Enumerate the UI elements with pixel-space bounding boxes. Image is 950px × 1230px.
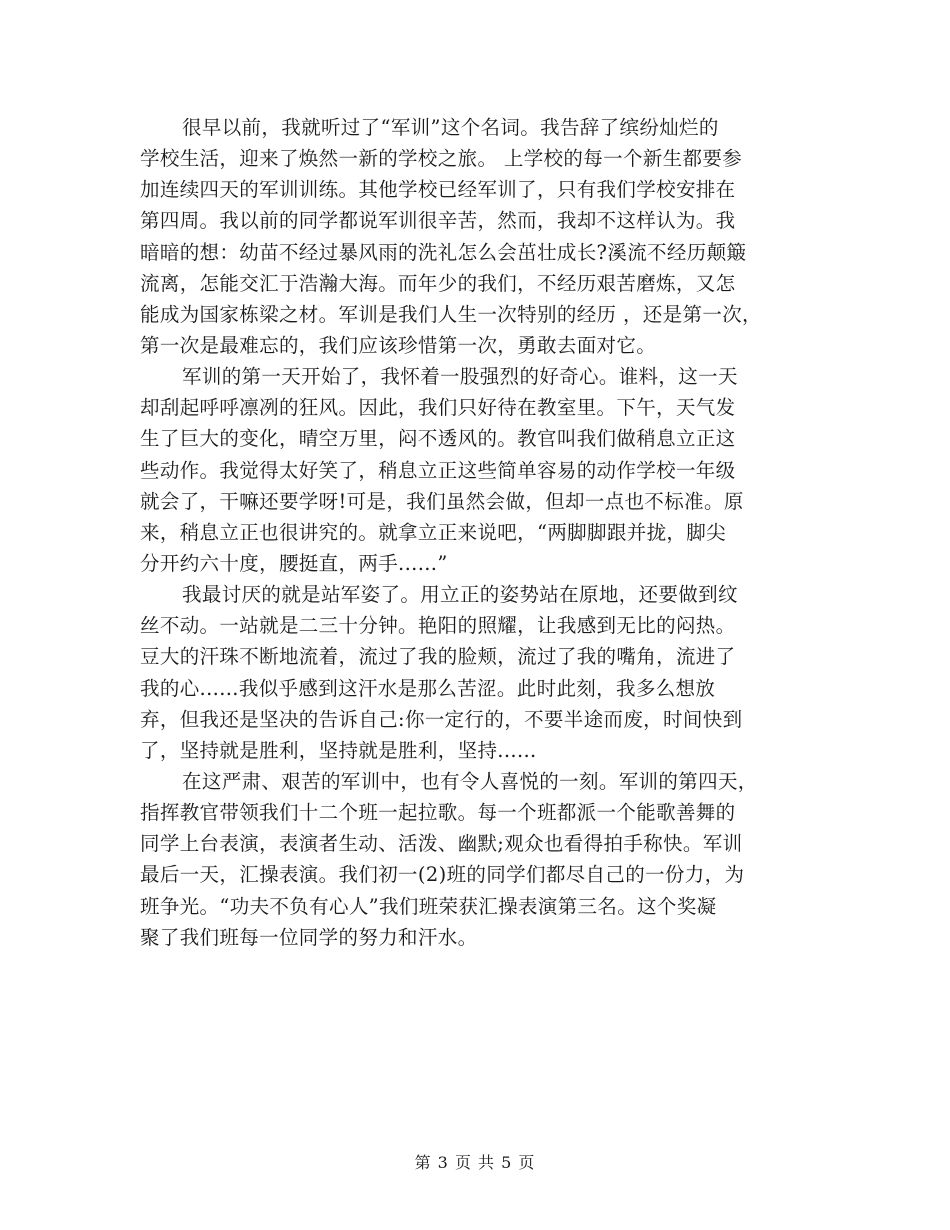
paragraph-line: 能成为国家栋梁之材。军训是我们人生一次特别的经历 ，还是第一次， <box>140 302 762 326</box>
paragraph-line: 第四周。我以前的同学都说军训很辛苦，然而，我却不这样认为。我 <box>140 209 736 233</box>
paragraph-line: 军训的第一天开始了，我怀着一股强烈的好奇心。谁料，这一天 <box>182 365 738 389</box>
paragraph-line: 流离，怎能交汇于浩瀚大海。而年少的我们，不经历艰苦磨炼，又怎 <box>140 271 736 295</box>
paragraph-line: 暗暗的想：幼苗不经过暴风雨的洗礼怎么会茁壮成长?溪流不经历颠簸 <box>140 240 747 264</box>
page-number-footer: 第 3 页 共 5 页 <box>414 1153 536 1172</box>
paragraph-line: 指挥教官带领我们十二个班一起拉歌。每一个班都派一个能歌善舞的 <box>140 801 736 825</box>
paragraph-line: 生了巨大的变化，晴空万里，闷不透风的。教官叫我们做稍息立正这 <box>140 427 736 451</box>
paragraph-line: 分开约六十度，腰挺直，两手......” <box>140 551 448 575</box>
paragraph-line: 班争光。“功夫不负有心人”我们班荣获汇操表演第三名。这个奖凝 <box>140 894 717 918</box>
paragraph-line: 就会了，干嘛还要学呀!可是，我们虽然会做，但却一点也不标准。原 <box>140 489 744 513</box>
paragraph-line: 豆大的汗珠不断地流着，流过了我的脸颊，流过了我的嘴角，流进了 <box>140 645 736 669</box>
paragraph-line: 最后一天，汇操表演。我们初一(2)班的同学们都尽自己的一份力，为 <box>140 863 745 887</box>
paragraph-line: 在这严肃、艰苦的军训中，也有令人喜悦的一刻。军训的第四天， <box>182 769 758 793</box>
paragraph-4 <box>140 766 810 953</box>
paragraph-line: 加连续四天的军训训练。其他学校已经军训了，只有我们学校安排在 <box>140 178 736 202</box>
paragraph-2 <box>140 361 810 579</box>
paragraph-line: 我的心......我似乎感到这汗水是那么苦涩。此时此刻，我多么想放 <box>140 676 716 700</box>
paragraph-line: 学校生活，迎来了焕然一新的学校之旅。 上学校的每一个新生都要参 <box>140 147 743 171</box>
paragraph-3 <box>140 579 810 766</box>
body-text <box>140 112 810 953</box>
paragraph-1 <box>140 112 810 361</box>
paragraph-line: 第一次是最难忘的，我们应该珍惜第一次，勇敢去面对它。 <box>140 333 657 357</box>
paragraph-line: 来，稍息立正也很讲究的。就拿立正来说吧，“两脚脚跟并拢，脚尖 <box>140 520 726 544</box>
paragraph-line: 很早以前，我就听过了“军训”这个名词。我告辞了缤纷灿烂的 <box>182 116 719 139</box>
paragraph-line: 聚了我们班每一位同学的努力和汗水。 <box>140 925 478 949</box>
paragraph-line: 却刮起呼呼凛冽的狂风。因此，我们只好待在教室里。下午，天气发 <box>140 396 736 420</box>
paragraph-line: 同学上台表演，表演者生动、活泼、幽默;观众也看得拍手称快。军训 <box>140 832 743 856</box>
paragraph-line: 了，坚持就是胜利，坚持就是胜利，坚持...... <box>140 738 537 762</box>
paragraph-line: 弃，但我还是坚决的告诉自己:你一定行的，不要半途而废，时间快到 <box>140 707 743 731</box>
paragraph-line: 丝不动。一站就是二三十分钟。艳阳的照耀，让我感到无比的闷热。 <box>140 614 736 638</box>
paragraph-line: 我最讨厌的就是站军姿了。用立正的姿势站在原地，还要做到纹 <box>182 583 738 607</box>
paragraph-line: 些动作。我觉得太好笑了，稍息立正这些简单容易的动作学校一年级 <box>140 458 736 482</box>
